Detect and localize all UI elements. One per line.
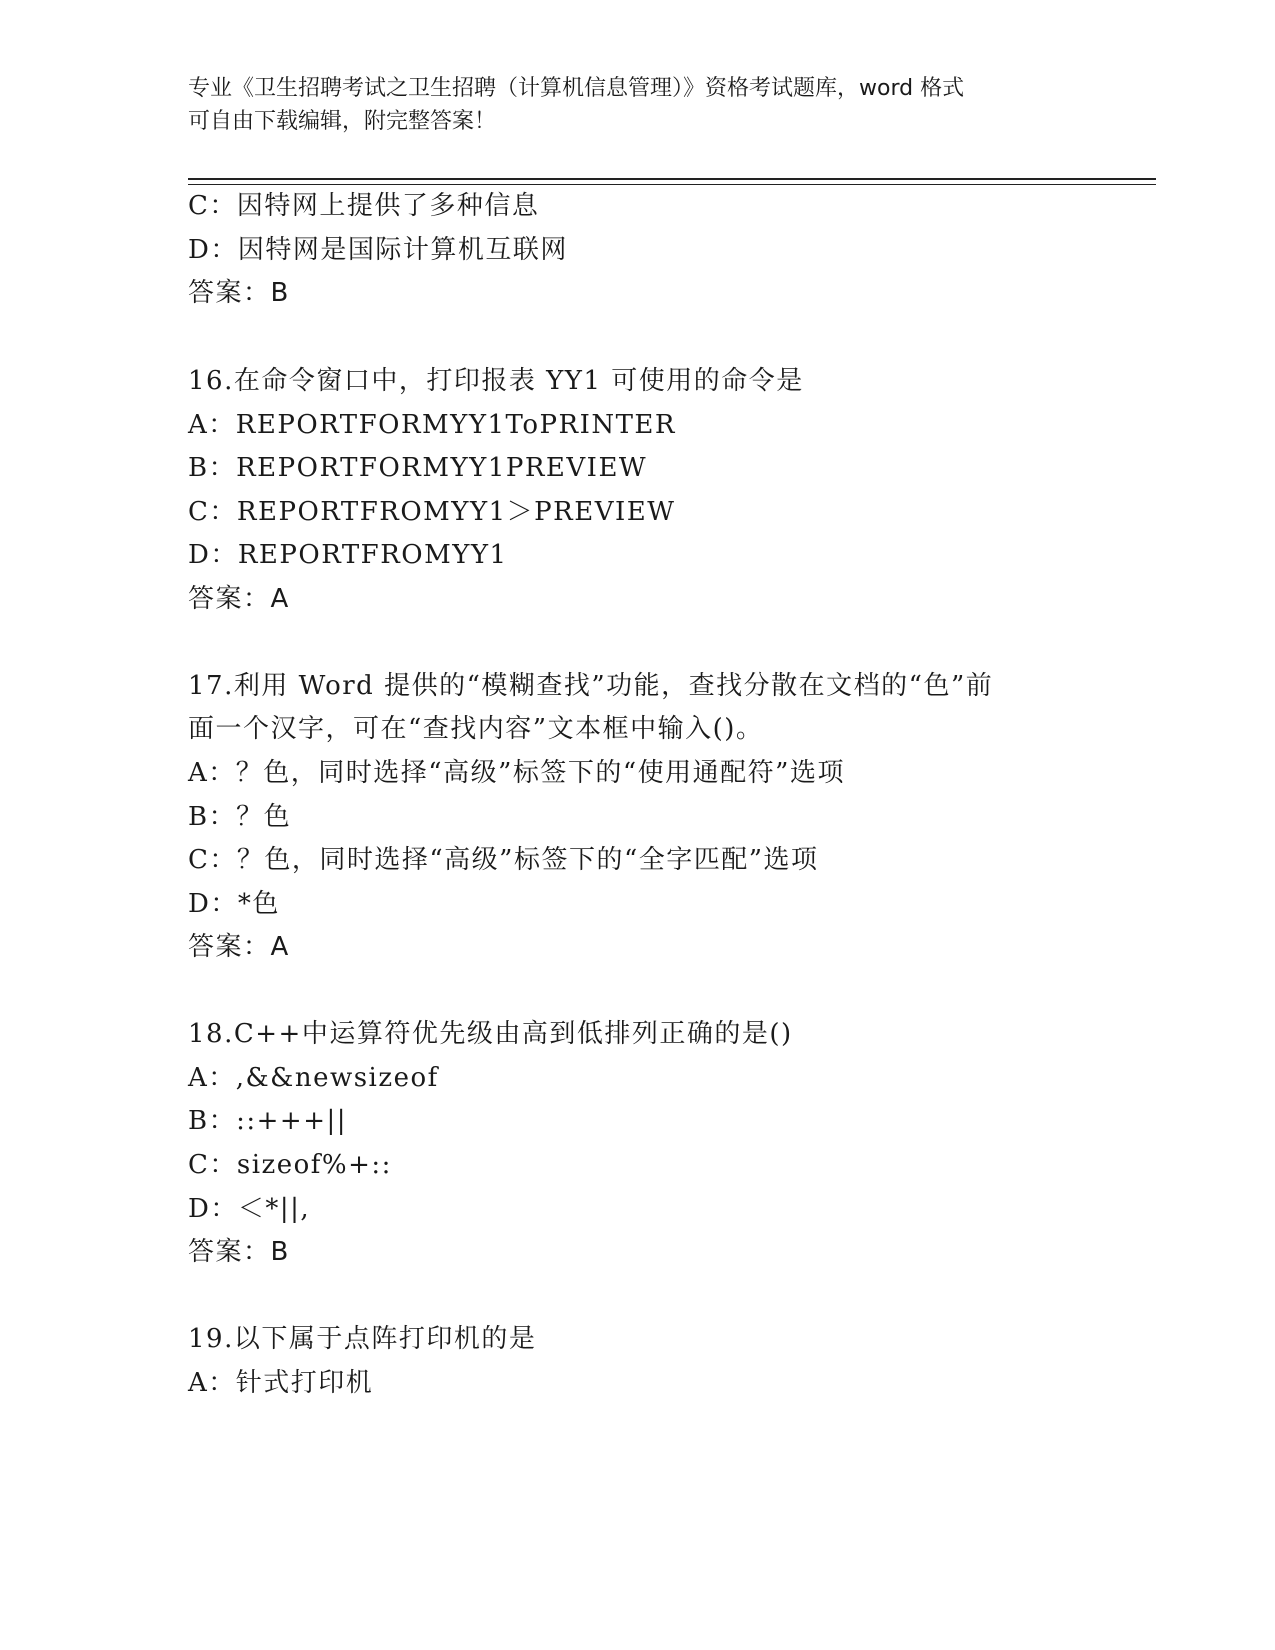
q18-option-d: D：＜*||, (188, 1194, 311, 1224)
q16-option-c: C：REPORTFROMYY1＞PREVIEW (188, 497, 676, 527)
q17-option-d: D：*色 (188, 889, 280, 919)
q17-option-b: B：？色 (188, 802, 292, 832)
q16-option-d: D：REPORTFROMYY1 (188, 540, 508, 570)
q16-answer: 答案：A (188, 584, 290, 614)
q18-option-a: A：,&&newsizeof (188, 1063, 439, 1093)
q18-stem: 18.C++中运算符优先级由高到低排列正确的是() (188, 1019, 793, 1049)
q15-answer: 答案：B (188, 278, 290, 308)
q15-option-d: D：因特网是国际计算机互联网 (188, 235, 568, 265)
q16-stem: 16.在命令窗口中，打印报表 YY1 可使用的命令是 (188, 366, 804, 396)
document-header (188, 72, 1068, 138)
q18-option-c: C：sizeof%+:: (188, 1150, 392, 1180)
q16-option-a: A：REPORTFORMYY1ToPRINTER (188, 410, 676, 440)
q17-stem-line-2: 面一个汉字，可在“查找内容”文本框中输入()。 (188, 714, 764, 744)
q18-option-b: B：::+++|| (188, 1106, 348, 1136)
header-line-2: 可自由下载编辑，附完整答案！ (188, 109, 497, 134)
q15-option-c: C：因特网上提供了多种信息 (188, 191, 540, 221)
q17-option-c: C：？色，同时选择“高级”标签下的“全字匹配”选项 (188, 845, 819, 875)
q16-option-b: B：REPORTFORMYY1PREVIEW (188, 453, 648, 483)
header-line-1: 专业《卫生招聘考试之卫生招聘（计算机信息管理）》资格考试题库，word 格式 (188, 76, 965, 101)
q17-stem-line-1: 17.利用 Word 提供的“模糊查找”功能，查找分散在文档的“色”前 (188, 671, 994, 701)
q17-answer: 答案：A (188, 932, 290, 962)
q19-option-a: A：针式打印机 (188, 1368, 374, 1398)
q17-option-a: A：？色，同时选择“高级”标签下的“使用通配符”选项 (188, 758, 845, 788)
q19-stem: 19.以下属于点阵打印机的是 (188, 1324, 537, 1354)
q18-answer: 答案：B (188, 1237, 290, 1267)
header-divider-thick (188, 178, 1156, 180)
